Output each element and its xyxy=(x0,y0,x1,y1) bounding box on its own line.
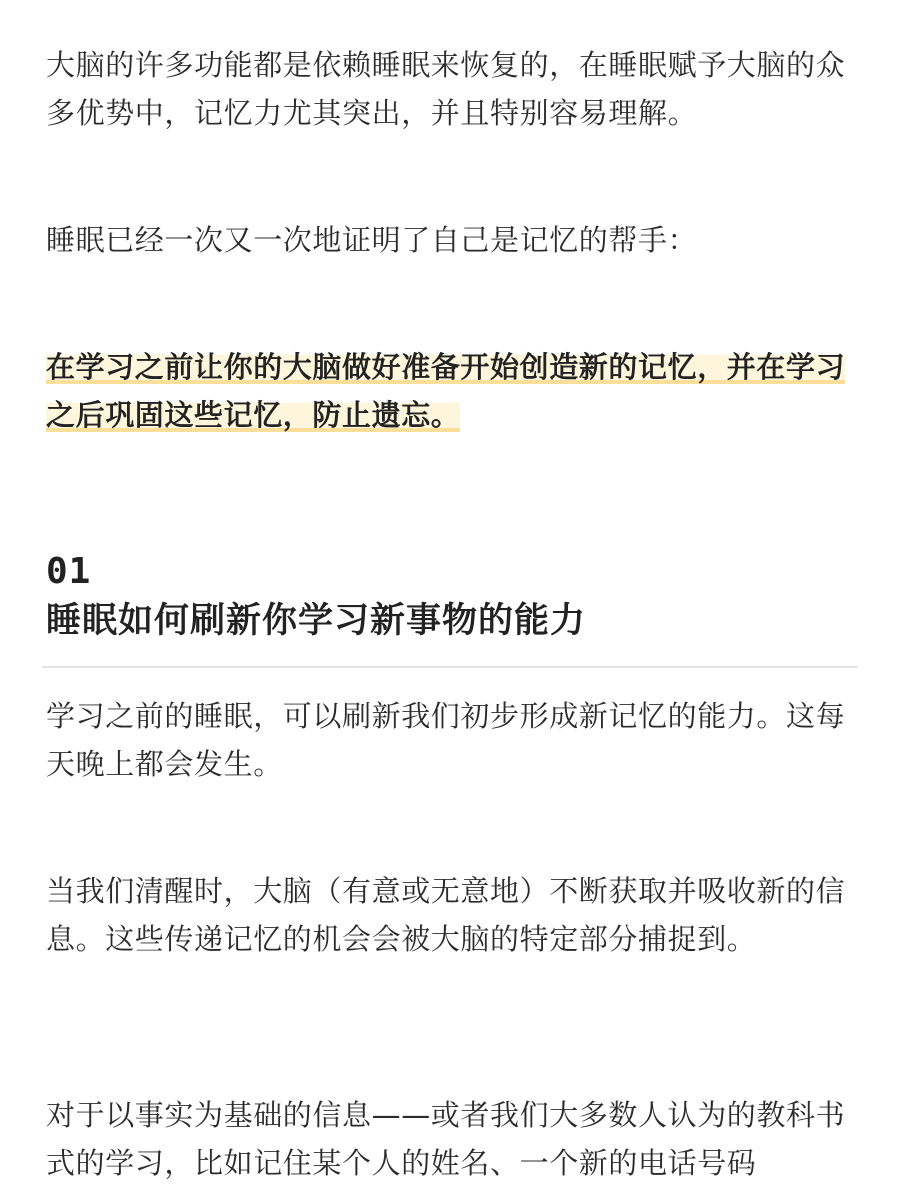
section-number: 01 xyxy=(46,551,92,592)
memory-helper-paragraph: 睡眠已经一次又一次地证明了自己是记忆的帮手： xyxy=(46,223,698,257)
section-paragraph-3: 对于以事实为基础的信息——或者我们大多数人认为的教科书式的学习，比如记住某个人的姓名、一个新的电话号码 xyxy=(46,1098,846,1180)
highlighted-quote-text: 在学习之前让你的大脑做好准备开始创造新的记忆，并在学习之后巩固这些记忆，防止遗忘。 xyxy=(46,350,846,432)
section-paragraph-1: 学习之前的睡眠，可以刷新我们初步形成新记忆的能力。这每天晚上都会发生。 xyxy=(46,699,846,781)
highlighted-quote xyxy=(46,343,846,439)
section-divider xyxy=(42,666,858,668)
section-title: 睡眠如何刷新你学习新事物的能力 xyxy=(46,601,587,641)
intro-paragraph: 大脑的许多功能都是依赖睡眠来恢复的，在睡眠赋予大脑的众多优势中，记忆力尤其突出，并且特别容易理解。 xyxy=(46,48,846,130)
section-paragraph-2: 当我们清醒时，大脑（有意或无意地）不断获取并吸收新的信息。这些传递记忆的机会会被大脑的特定部分捕捉到。 xyxy=(46,874,846,956)
